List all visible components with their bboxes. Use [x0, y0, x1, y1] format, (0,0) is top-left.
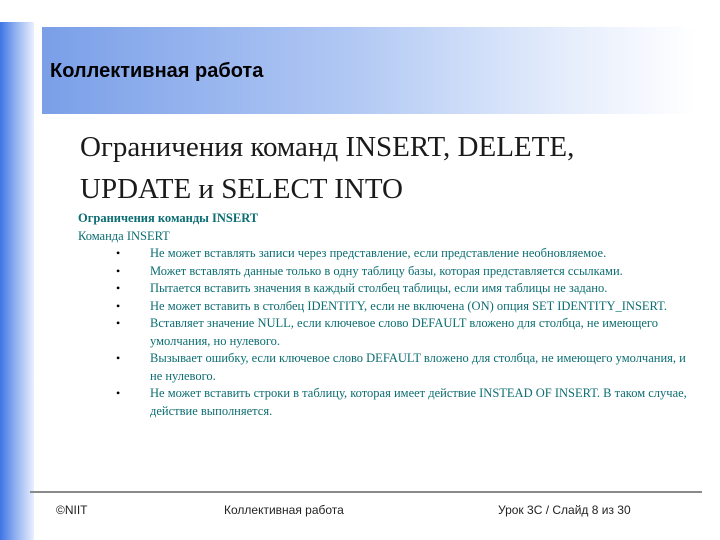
- bullet-list: [78, 245, 688, 420]
- slide-title: Ограничения команд INSERT, DELETE, UPDATE и SELECT INTO: [80, 131, 575, 205]
- list-item: [78, 280, 688, 298]
- list-item: [78, 263, 688, 281]
- footer-copyright: ©NIIT: [56, 503, 88, 517]
- list-item: [78, 350, 688, 385]
- list-item-text: Может вставлять данные только в одну таблицу базы, которая представляется ссылками.: [150, 263, 623, 278]
- list-item-text: Вызывает ошибку, если ключевое слово DEFAULT вложено для столбца, не имеющего умолчания, и не нулевого.: [150, 351, 686, 383]
- slide-content: [78, 210, 688, 420]
- list-item: [78, 385, 688, 420]
- subheading: Ограничения команды INSERT: [78, 211, 259, 225]
- header-title: Коллективная работа: [50, 60, 264, 82]
- list-item: [78, 245, 688, 263]
- bullet-icon: •: [116, 298, 121, 313]
- footer-course-title: Коллективная работа: [224, 503, 344, 517]
- list-item-text: Вставляет значение NULL, если ключевое слово DEFAULT вложено для столбца, не имеющего умолчания, но нулевого.: [150, 316, 658, 348]
- list-item-text: Пытается вставить значения в каждый столбец таблицы, если имя таблицы не задано.: [150, 281, 608, 295]
- bullet-icon: •: [116, 246, 121, 260]
- list-item-text: Не может вставить строки в таблицу, которая имеет действие INSTEAD OF INSERT. В таком случае, действие выполняется.: [150, 386, 687, 418]
- list-item: [78, 298, 688, 316]
- intro-text: Команда INSERT: [78, 228, 170, 243]
- left-accent-bar: [0, 22, 34, 540]
- bullet-icon: •: [116, 316, 121, 330]
- list-item-text: Не может вставить в столбец IDENTITY, если не включена (ON) опция SET IDENTITY_INSERT.: [150, 298, 667, 313]
- footer-slide-counter: Урок 3C / Слайд 8 из 30: [498, 503, 631, 517]
- bullet-icon: •: [116, 386, 121, 400]
- bullet-icon: •: [116, 263, 121, 278]
- bullet-icon: •: [116, 281, 121, 295]
- list-item-text: Не может вставлять записи через представление, если представление необновляемое.: [150, 246, 607, 260]
- list-item: [78, 315, 688, 350]
- bullet-icon: •: [116, 351, 121, 365]
- footer-divider: [30, 491, 702, 493]
